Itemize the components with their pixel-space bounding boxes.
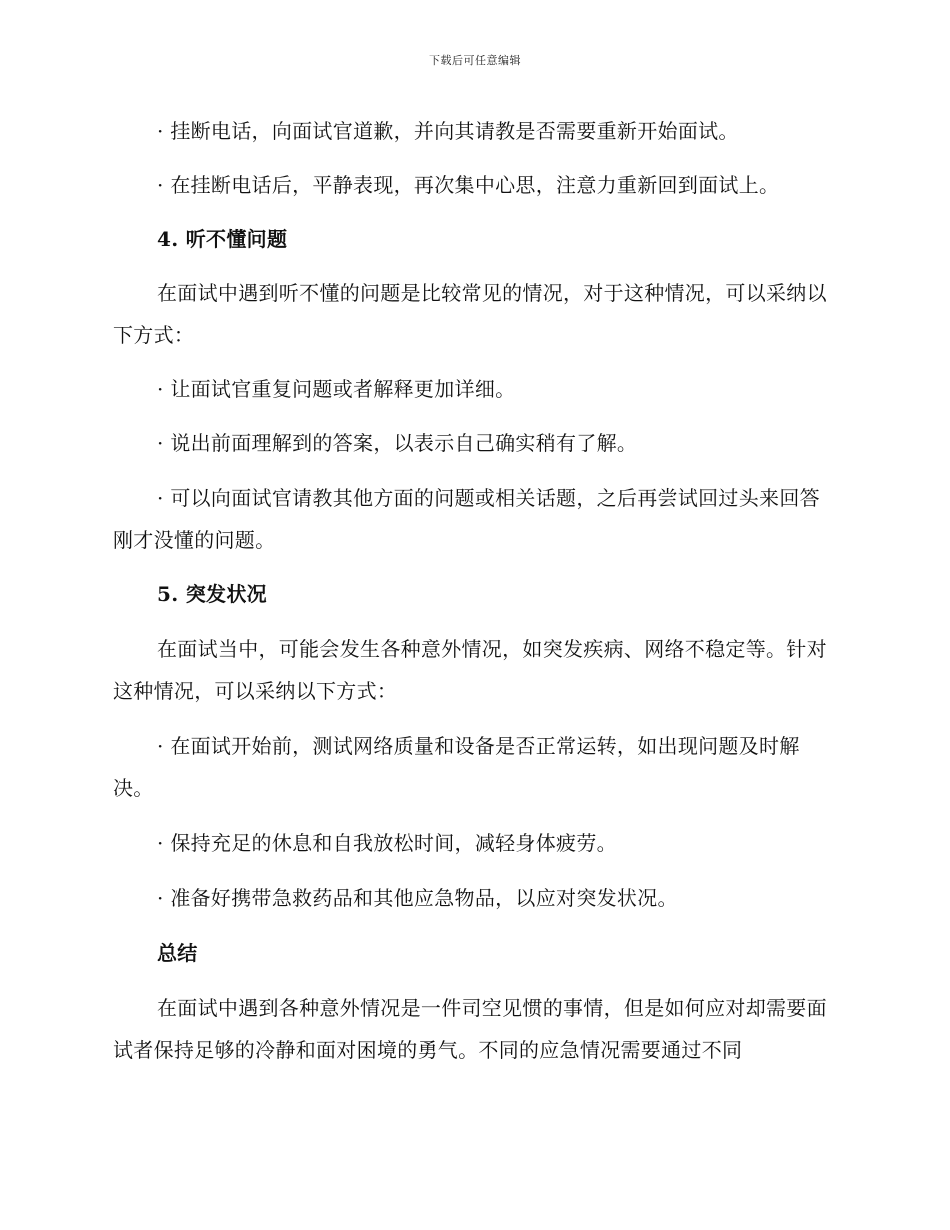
section-heading-4: 4. 听不懂问题 bbox=[157, 227, 288, 251]
bullet-test-network: · 在面试开始前，测试网络质量和设备是否正常运转，如出现问题及时解决。 bbox=[113, 734, 800, 800]
bullet-first-aid: · 准备好携带急救药品和其他应急物品，以应对突发状况。 bbox=[157, 886, 678, 910]
paragraph-section-4: 在面试中遇到听不懂的问题是比较常见的情况，对于这种情况，可以采纳以下方式： bbox=[113, 281, 827, 347]
section-heading-summary: 总结 bbox=[157, 941, 198, 965]
bullet-hang-up-apologize: · 挂断电话，向面试官道歉，并向其请教是否需要重新开始面试。 bbox=[157, 119, 739, 143]
paragraph-section-5: 在面试当中，可能会发生各种意外情况，如突发疾病、网络不稳定等。针对这种情况，可以采纳以下方式： bbox=[113, 637, 827, 703]
bullet-repeat-question: · 让面试官重复问题或者解释更加详细。 bbox=[157, 377, 516, 401]
bullet-ask-related: · 可以向面试官请教其他方面的问题或相关话题，之后再尝试回过头来回答刚才没懂的问题。 bbox=[113, 486, 820, 552]
section-heading-5: 5. 突发状况 bbox=[157, 582, 267, 606]
bullet-rest: · 保持充足的休息和自我放松时间，减轻身体疲劳。 bbox=[157, 831, 617, 855]
header-note: 下载后可任意编辑 bbox=[429, 54, 521, 67]
paragraph-summary: 在面试中遇到各种意外情况是一件司空见惯的事情，但是如何应对却需要面试者保持足够的冷静和面对困境的勇气。不同的应急情况需要通过不同 bbox=[113, 996, 827, 1062]
bullet-refocus: · 在挂断电话后，平静表现，再次集中心思，注意力重新回到面试上。 bbox=[157, 173, 780, 197]
bullet-partial-answer: · 说出前面理解到的答案，以表示自己确实稍有了解。 bbox=[157, 431, 638, 455]
